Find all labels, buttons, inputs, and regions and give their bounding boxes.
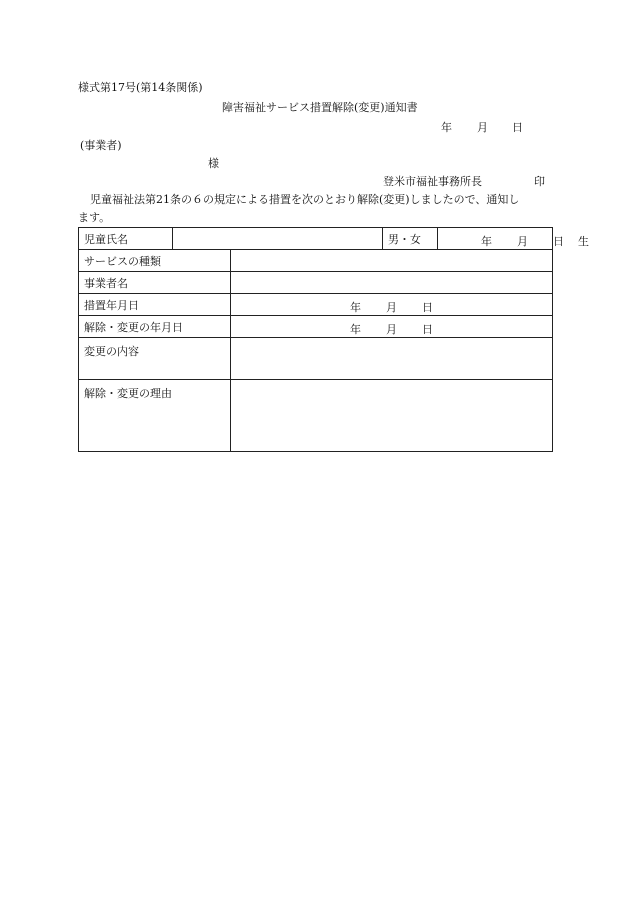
birth-date-field[interactable] — [438, 228, 589, 250]
recipient-label: (事業者) — [80, 139, 122, 152]
cancel-day-label: 日 — [422, 323, 433, 336]
measure-year-label: 年 — [350, 301, 361, 314]
change-content-label: 変更の内容 — [79, 338, 231, 380]
change-content-field[interactable] — [231, 338, 553, 380]
child-name-label: 児童氏名 — [79, 228, 173, 250]
cancel-date-label: 解除・変更の年月日 — [79, 316, 231, 338]
form-table — [78, 227, 589, 452]
birth-suffix-label: 生 — [578, 235, 589, 248]
honorific: 様 — [208, 157, 219, 170]
child-name-field[interactable] — [173, 228, 383, 250]
cancel-date-field[interactable] — [231, 316, 553, 338]
table-row-service — [79, 250, 553, 272]
provider-name-field[interactable] — [231, 272, 553, 294]
measure-day-label: 日 — [422, 301, 433, 314]
birth-year-label: 年 — [481, 235, 492, 248]
body-text-line1: 児童福祉法第21条の６の規定による措置を次のとおり解除(変更)しましたので、通知し — [90, 193, 520, 206]
seal-mark: 印 — [534, 175, 545, 188]
body-text-line2: ます。 — [78, 211, 111, 224]
table-row-provider — [79, 272, 553, 294]
table-row-measure-date — [79, 294, 553, 316]
measure-month-label: 月 — [386, 301, 397, 314]
issuer: 登米市福祉事務所長 — [383, 175, 482, 188]
table-row-reason — [79, 380, 553, 452]
provider-name-label: 事業者名 — [79, 272, 231, 294]
gender-cell[interactable] — [383, 228, 438, 250]
form-number: 様式第17号(第14条関係) — [78, 81, 203, 94]
measure-date-label: 措置年月日 — [79, 294, 231, 316]
birth-month-label: 月 — [517, 235, 528, 248]
gender-label: 男・女 — [388, 232, 421, 246]
measure-date-field[interactable] — [231, 294, 553, 316]
document-title: 障害福祉サービス措置解除(変更)通知書 — [222, 101, 418, 114]
cancel-month-label: 月 — [386, 323, 397, 336]
date-day: 日 — [512, 121, 523, 134]
reason-label: 解除・変更の理由 — [79, 380, 231, 452]
service-type-field[interactable] — [231, 250, 553, 272]
table-row-change-content — [79, 338, 553, 380]
reason-field[interactable] — [231, 380, 553, 452]
table-row-child — [79, 228, 553, 250]
table-row-cancel-date — [79, 316, 553, 338]
cancel-year-label: 年 — [350, 323, 361, 336]
service-type-label: サービスの種類 — [79, 250, 231, 272]
date-year: 年 — [441, 121, 452, 134]
birth-day-label: 日 — [553, 235, 564, 248]
date-month: 月 — [477, 121, 488, 134]
